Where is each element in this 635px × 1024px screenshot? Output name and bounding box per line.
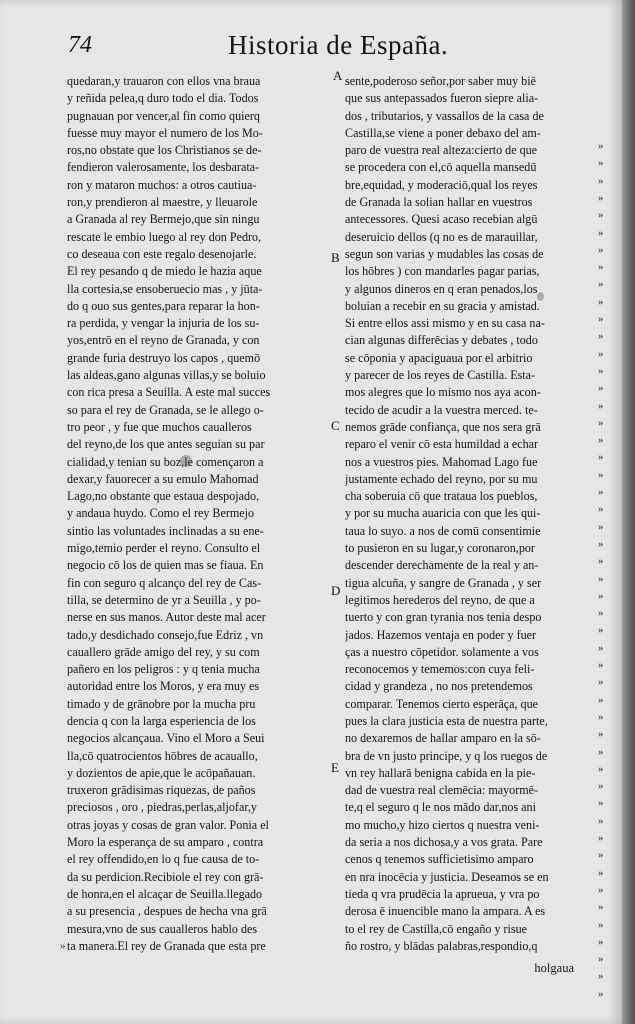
right-column-line: tuerto y con gran tyrania nos tenia despo [345,610,542,625]
left-column-line: Moro la esperança de su amparo , contra [67,835,264,850]
left-column-line: cialidad,y tenian su boz,le començaron a [67,454,264,469]
left-column-line: fuesse muy mayor el numero de los Mo- [67,125,263,140]
right-column-line: paro de vuestra real alteza:cierto de que [345,143,538,158]
left-column-line: negocios alcançaua. Vino el Moro a Seui [67,731,265,746]
quote-mark: » [598,693,604,706]
running-title: Historia de España. [228,30,449,60]
quote-mark: » [598,641,604,654]
left-column-line: dencia q con la larga esperiencia de los [67,713,256,728]
right-column-line: descender derechamente de la real y an- [345,558,539,573]
quote-mark: » [598,866,604,879]
right-column-line: cian algunas differēcias y debates , todo [345,333,538,348]
left-column-line: yos,entrō en el reyno de Granada, y con [67,333,260,348]
right-column-line: sente,poderoso señor,por saber muy biē [345,74,536,88]
right-column-line: ças a nuestro cōpetidor. solamente a vos [345,644,539,659]
right-column-line: comparar. Tenemos cierto esperāça, que [345,696,539,711]
right-column-line: segun son varias y mudables las cosas de [345,246,544,261]
left-column-line: pugnauan por vencer,al fin como quierq [67,108,260,123]
right-column-line: los hōbres ) con mandarles pagar parias, [345,264,540,279]
right-column-line: boluian a recebir en su gracia y amistad. [345,298,540,313]
quote-mark: » [598,191,604,204]
left-column-line: nerse en sus manos. Autor deste mal acer [67,610,266,625]
quote-mark: » [598,243,604,256]
quote-mark: » [598,710,604,723]
page-number: 74 [68,32,92,58]
right-column-line: taua lo suyo. a nos de comū consentimie [345,523,541,538]
right-text-column [345,73,595,955]
right-column-line: y algunos dineros en q eran penados,los [345,281,538,296]
left-column-line: lla,cō quatrocientos hōbres de acauallo, [67,748,258,763]
quote-mark: » [598,728,604,741]
quote-mark: » [598,935,604,948]
margin-letter-d: D [331,583,341,598]
quote-mark: » [598,745,604,758]
left-column-line: Lago,no obstante que estaua despojado, [67,489,260,504]
right-column-line: reparo el venir cō esta humildad a echar [345,437,539,452]
left-column-line: lla cortesia,se ensoberuecio mas , y jūta- [67,281,263,296]
left-column-line: preciosos , oro , piedras,perlas,aljofar,y [67,800,257,815]
left-column-line: otras joyas y cosas de gran valor. Ponia el [67,817,269,832]
right-column-line: y parecer de los reyes de Castilla. Esta- [345,368,536,383]
quote-mark: » [598,780,604,793]
left-column-line: ron y mataron muchos: a otros cautiua- [67,177,257,192]
left-column-line: las aldeas,gano algunas villas,y se boluio [67,368,266,383]
margin-letter-a: A [333,68,343,83]
quote-mark: » [598,987,604,1000]
right-column-line: nos a vuestros pies. Mahomad Lago fue [345,454,538,469]
quote-mark: » [598,382,604,395]
right-column-line: to el rey de Castilla,cō engaño y risue [345,921,528,936]
left-column-line: negocio cō los de quien mas se fiaua. En [67,558,264,573]
quote-mark: » [598,434,604,447]
right-column-line: reconocemos y tememos:con cuya feli- [345,662,535,677]
right-column-line: cha soberuia cō que trataua los pueblos, [345,489,538,504]
left-column-line: tilla, se determino de yr a Seuilla , y po- [67,592,261,607]
left-column-line: do q ouo sus gentes,para reparar la hon- [67,298,260,313]
left-column-line: dexar,y fauorecer a su emulo Mahomad [67,471,259,486]
quote-mark: » [598,486,604,498]
quote-mark: » [598,901,604,914]
right-column-line: Castilla,se viene a poner debaxo del am- [345,125,541,140]
left-column-line: tado,y desdichado consejo,fue Edriz , vn [67,627,264,642]
left-column-line: fendieron valerosamente, los desbarata- [67,160,260,175]
page-edge [622,0,635,1024]
quote-mark: » [598,832,604,844]
right-column-line: se procedera con el,cō aquella mansedū [345,160,537,175]
quote-mark: » [598,676,604,689]
catchword: holgaua [534,961,574,975]
right-column-line: deseruicio dellos (q no es de marauillar, [345,229,538,244]
right-column-line: ño rostro, y blādas palabras,respondio,q [345,938,538,953]
quote-mark: » [598,572,604,585]
margin-letter-e: E [331,760,339,775]
left-column-line: da su perdicion.Recibiole el rey con grā- [67,869,264,884]
right-column-line: de Granada la solian hallar en vuestros [345,195,533,210]
quote-mark: » [598,849,604,862]
left-column-line: El rey pesando q de miedo le hazia aque [67,264,262,279]
left-column-line: migo,temio perder el reyno. Consulto el [67,541,261,556]
left-column-line: a Granada al rey Bermejo,que sin ningu [67,212,260,227]
left-quote-mark: » [60,940,66,952]
right-column-line: cidad y grandeza , no nos pretendemos [345,679,533,694]
right-column-line: pues la clara justicia esta de nuestra parte, [345,713,548,728]
right-column-line: justamente echado del reyno, por su mu [345,471,538,486]
left-column-line: del reyno,de los que antes seguian su par [67,437,265,452]
ink-spot [537,292,544,301]
quote-mark: » [598,278,604,291]
quote-mark: » [598,953,604,966]
left-column-line: de honra,en el alcaçar de Seuilla.llegado [67,886,263,901]
left-text-column [67,73,329,955]
quote-mark: » [598,624,604,637]
left-column-line: y andaua huydo. Como el rey Bermejo [67,506,255,521]
left-column-line: el rey offendido,en lo q fue causa de to- [67,852,260,867]
left-column-line: mesura,vno de sus caualleros hablo des [67,921,258,936]
left-column-line: timado y de grānobre por la mucha pru [67,696,256,711]
right-column-line: vn rey hallarā benigna cabida en la pie- [345,765,536,780]
right-column-line: tigua alcuña, y sangre de Granada , y ser [345,575,542,590]
quote-mark: » [598,797,604,810]
quote-mark: » [598,226,604,239]
quote-mark: » [598,364,604,377]
left-column-line: ron,y prendieron al maestre, y lleuarole [67,195,258,210]
right-column-line: tieda q vra prudēcia la aprueua, y vra po [345,886,540,901]
quote-mark: » [598,261,604,274]
left-column-line: a su presencia , despues de hecha vna grā [67,904,267,919]
left-column-line: tro peor , y fue que muchos caualleros [67,419,252,434]
right-column-line: derosa ē inuencible mano la ampara. A es [345,904,546,919]
quote-mark: » [598,555,604,568]
right-column-line: se cōponia y apaciguaua por el arbitrio [345,350,533,365]
left-column-line: quedaran,y trauaron con ellos vna braua [67,74,261,88]
right-column-line: bra de vn justo principe, y q los ruegos de [345,748,548,763]
left-column-line: ra perdida, y vengar la injuria de los su- [67,316,260,331]
right-column-line: mos alegres que lo mismo nos aya acon- [345,385,541,400]
right-column-line: dad de vuestra real clemēcia: mayormē- [345,783,539,798]
left-column-line: y reñida pelea,q duro todo el dia. Todos [67,91,259,106]
quote-mark: » [598,503,604,516]
left-column-line: sintio las voluntades inclinadas a su ene- [67,523,264,538]
quote-mark: » [598,883,604,896]
right-column-line: Si entre ellos assi mismo y en su casa na- [345,316,545,331]
right-column-line: dos , tributarios, y vassallos de la casa de [345,108,544,123]
quote-mark: » [598,295,604,308]
right-column-line: cenos q tenemos sufficietisimo amparo [345,852,534,867]
right-column-line: te,q el seguro q le nos mādo dar,nos ani [345,800,536,815]
right-column-line: en nra inocēcia y justicia. Deseamos se en [345,869,549,884]
quote-mark: » [598,762,604,775]
right-column-line: mo mucho,y hizo ciertos q nuestra veni- [345,817,540,832]
left-column-line: cauallero grāde amigo del rey, y su com [67,644,260,659]
left-column-line: pañero en los peligros : y q tenia mucha [67,662,260,677]
left-column-line: rescate le embio luego al rey don Pedro, [67,229,262,244]
quote-mark: » [598,451,604,464]
quote-mark: » [598,970,604,983]
quote-mark: » [598,416,604,429]
page-header [68,28,548,68]
left-column-line: truxeron grādisimas riquezas, de paños [67,783,256,798]
left-column-line: grande furia destruyo los capos , quemō [67,350,261,365]
quote-mark: » [598,157,604,170]
quote-mark: » [598,399,604,412]
left-column-line: ta manera.El rey de Granada que esta pre [67,938,266,953]
ink-spot [180,455,192,467]
right-column-line: tecido de acudir a la vuestra merced. te- [345,402,538,417]
margin-letter-c: C [331,418,340,433]
quote-mark: » [598,589,604,602]
quote-mark: » [598,814,604,827]
left-column-line: fin con seguro q alcanço del rey de Cas- [67,575,262,590]
right-column-line: que sus antepassados fueron siepre alia- [345,91,539,106]
right-column-line: y por su mucha auaricia con que les qui- [345,506,541,521]
left-column-line: so para el rey de Granada, se le allego o- [67,402,264,417]
quote-mark: » [598,330,604,343]
right-column-line: to pusieron en su lugar,y coronaron,por [345,541,535,556]
right-column-line: nemos grāde confiança, que nos sera grā [345,419,541,434]
quote-mark: » [598,209,604,222]
right-column-line: no dexaremos de hallar amparo en la sō- [345,731,541,746]
quote-mark: » [598,468,604,481]
quote-mark: » [598,140,604,152]
quote-mark: » [598,659,604,671]
right-column-line: antecessores. Quesi acaso recebian algū [345,212,538,227]
quote-mark: » [598,347,604,360]
quote-mark: » [598,607,604,620]
right-column-line: legitimos herederos del reyno, de que a [345,592,535,607]
left-column-line: ros,no obstate que los Christianos se de- [67,143,262,158]
right-column-line: da seria a nos dichosa,y a vos grata. Pare [345,835,543,850]
right-column-line: bre,equidad, y moderaciō,qual los reyes [345,177,538,192]
quote-mark: » [598,537,604,550]
left-column-line: autoridad entre los Moros, y era muy es [67,679,260,694]
quote-mark: » [598,174,604,187]
quote-mark: » [598,520,604,533]
right-column-line: jados. Hazemos ventaja en poder y fuer [345,627,537,642]
left-column-line: y dozientos de apie,que le acōpañauan. [67,765,256,780]
left-column-line: co deseaua con este regalo desenojarle. [67,246,257,261]
left-column-line: con rica presa a Seuilla. A este mal succes [67,385,271,400]
quote-mark: » [598,918,604,931]
margin-letter-b: B [331,250,340,265]
quote-mark: » [598,313,604,325]
